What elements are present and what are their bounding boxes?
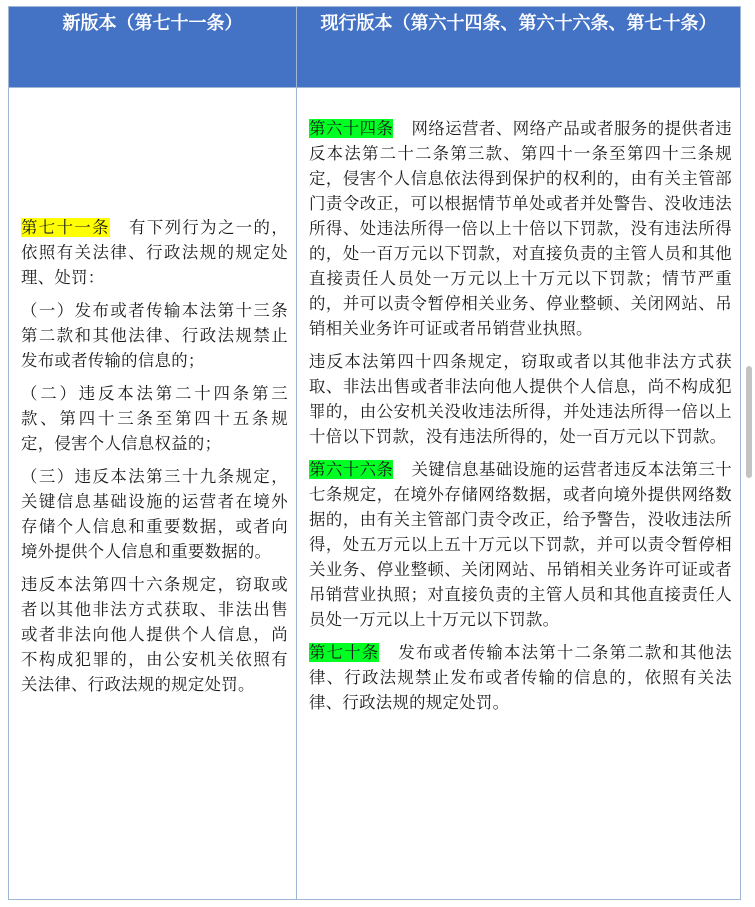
article-64-title: 第六十四条 xyxy=(309,119,394,138)
new-item-3: （三）违反本法第三十九条规定，关键信息基础设施的运营者在境外存储个人信息和重要数据，或者向境外提供个人信息和重要数据的。 xyxy=(21,467,288,561)
header-current-version: 现行版本（第六十四条、第六十六条、第七十条） xyxy=(297,7,741,88)
article-66-text: 关键信息基础设施的运营者违反本法第三十七条规定，在境外存储网络数据，或者向境外提供网络数据的，由有关主管部门责令改正，给予警告，没收违法所得，处五万元以上五十万元以下罚款，并可以责令暂停相关业务、停业整顿、关闭网站、吊销相关业务许可证或者吊销营业执照；对直接负责的主管人员和其他直接责任人员处一万元以上十万元以下罚款。 xyxy=(309,460,732,629)
content-row xyxy=(9,88,741,900)
vertical-scrollbar[interactable] xyxy=(746,366,752,478)
new-item-2: （二）违反本法第二十四条第三款、第四十三条至第四十五条规定，侵害个人信息权益的； xyxy=(21,384,288,453)
article-66-paragraph xyxy=(309,457,732,632)
new-version-cell xyxy=(9,88,297,900)
article-70-text: 发布或者传输本法第十二条第二款和其他法律、行政法规禁止发布或者传输的信息的，依照有关法律、行政法规的规定处罚。 xyxy=(309,643,732,712)
comparison-table xyxy=(8,6,741,900)
article-64-paragraph xyxy=(309,116,732,341)
new-closing-paragraph: 违反本法第四十六条规定，窃取或者以其他非法方式获取、非法出售或者非法向他人提供个人信息，尚不构成犯罪的，由公安机关依照有关法律、行政法规的规定处罚。 xyxy=(21,575,288,694)
article-70-title: 第七十条 xyxy=(309,643,380,662)
new-article-intro xyxy=(21,215,288,290)
new-item-1: （一）发布或者传输本法第十三条第二款和其他法律、行政法规禁止发布或者传输的信息的； xyxy=(21,301,288,370)
new-intro-text: 有下列行为之一的，依照有关法律、行政法规的规定处理、处罚： xyxy=(21,218,289,287)
article-70-paragraph xyxy=(309,640,732,715)
article-64-paragraph-2: 违反本法第四十四条规定，窃取或者以其他非法方式获取、非法出售或者非法向他人提供个人信息，尚不构成犯罪的，由公安机关没收违法所得，并处违法所得一倍以上十倍以下罚款，没有违法所得的，处一百万元以下罚款。 xyxy=(309,352,732,446)
current-version-cell xyxy=(297,88,741,900)
new-article-title: 第七十一条 xyxy=(21,218,110,237)
article-64-text: 网络运营者、网络产品或者服务的提供者违反本法第二十二条第三款、第四十一条至第四十三条规定，侵害个人信息依法得到保护的权利的，由有关主管部门责令改正，可以根据情节单处或者并处警告、没收违法所得、处违法所得一倍以上十倍以下罚款，没有违法所得的，处一百万元以下罚款，对直接负责的主管人员和其他直接责任人员处一万元以上十万元以下罚款；情节严重的，并可以责令暂停相关业务、停业整顿、关闭网站、吊销相关业务许可证或者吊销营业执照。 xyxy=(309,119,732,338)
article-66-title: 第六十六条 xyxy=(309,460,394,479)
header-row xyxy=(9,7,741,88)
header-new-version: 新版本（第七十一条） xyxy=(9,7,297,88)
